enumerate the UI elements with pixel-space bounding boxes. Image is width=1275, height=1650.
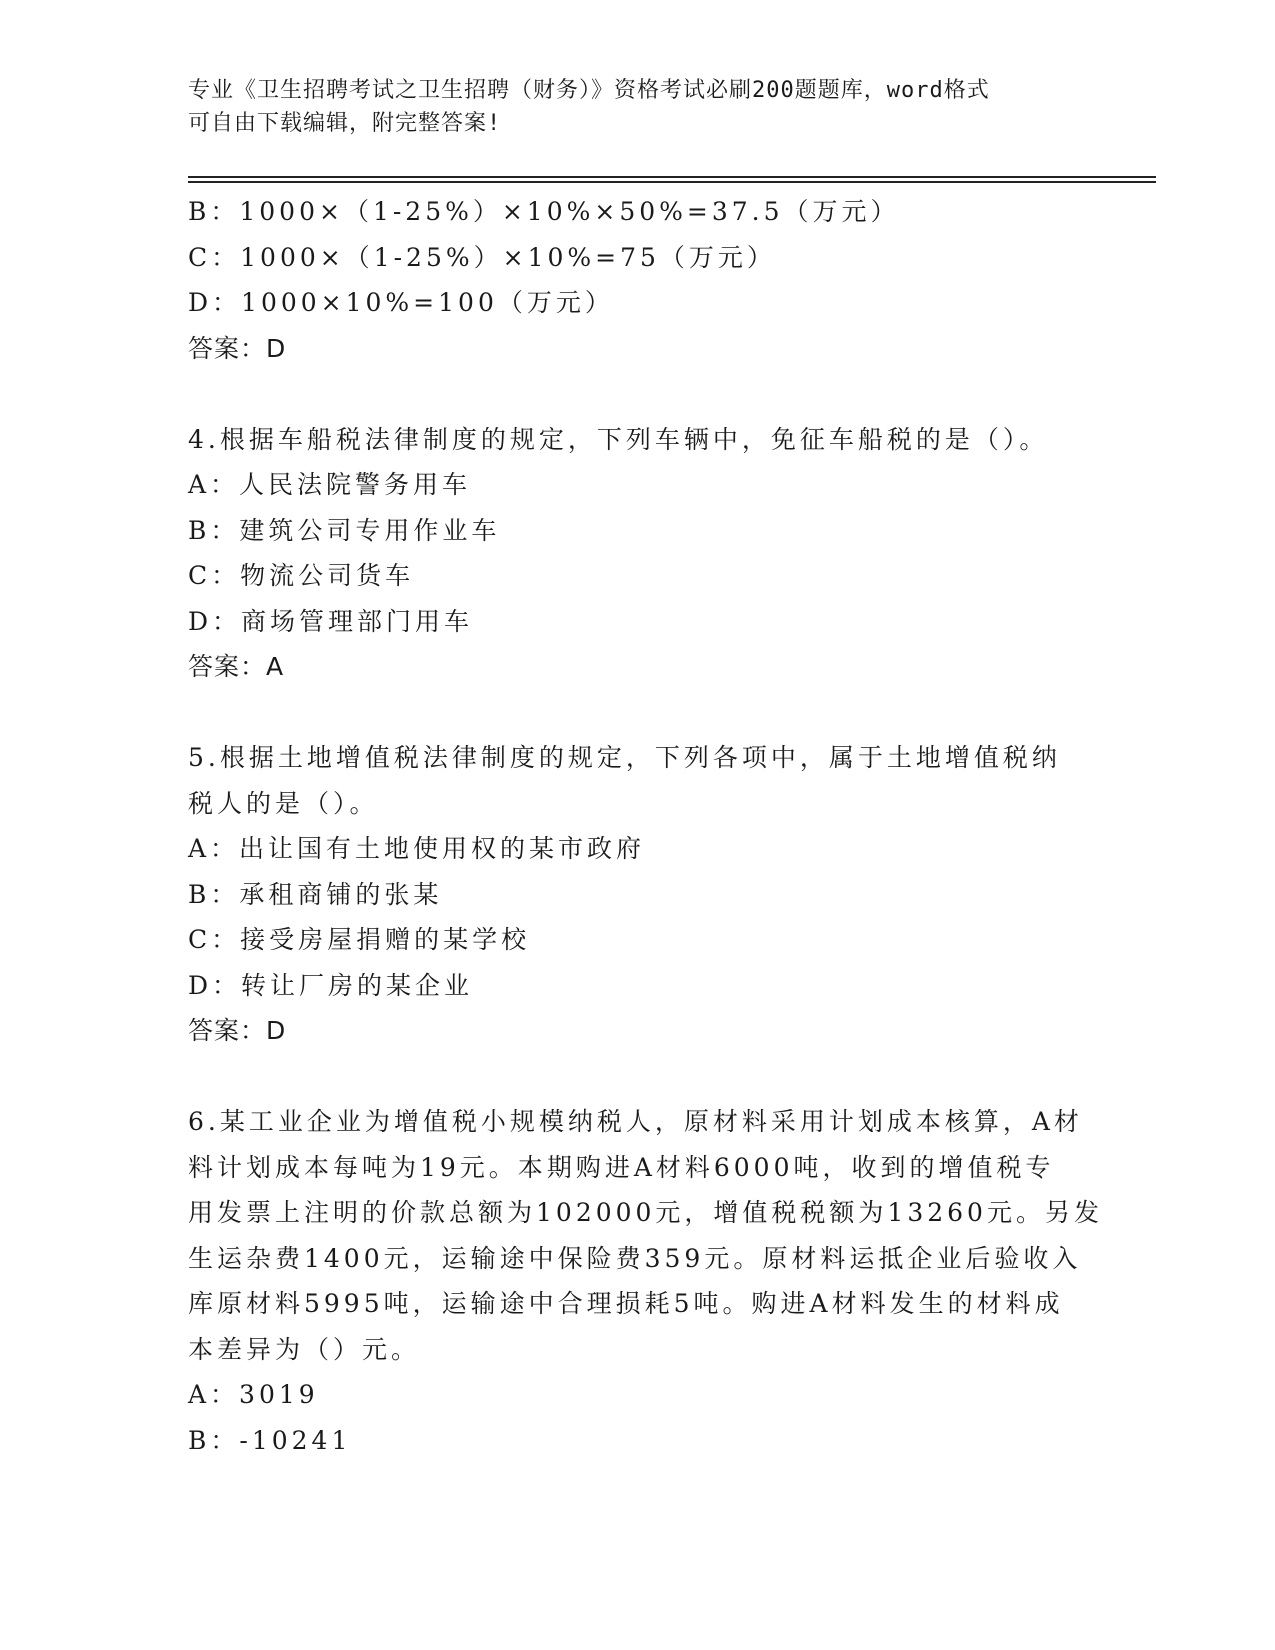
q6-stem-line-6: 本差异为（）元。	[188, 1334, 421, 1364]
spacer	[188, 1054, 1088, 1100]
header-title-line-1: 专业《卫生招聘考试之卫生招聘（财务）》资格考试必刷200题题库，word格式	[188, 78, 990, 103]
q6-stem-line-4: 生运杂费1400元，运输途中保险费359元。原材料运抵企业后验收入	[188, 1243, 1082, 1273]
q4-stem: 4.根据车船税法律制度的规定，下列车辆中，免征车船税的是（）。	[188, 424, 1049, 454]
spacer	[188, 371, 1088, 417]
q4-option-b: B：建筑公司专用作业车	[188, 515, 501, 545]
q4-option-a: A：人民法院警务用车	[188, 470, 472, 499]
q6-stem-line-5: 库原材料5995吨，运输途中合理损耗5吨。购进A材料发生的材料成	[188, 1289, 1064, 1318]
q5-stem-line-1: 5.根据土地增值税法律制度的规定，下列各项中，属于土地增值税纳	[188, 743, 1061, 772]
q6-stem-line-2: 料计划成本每吨为19元。本期购进A材料6000吨，收到的增值税专	[188, 1152, 1055, 1182]
q3-answer: 答案：D	[188, 333, 287, 363]
question-content	[188, 189, 1103, 1463]
q3-option-b: B：1000×（1-25%）×10%×50%=37.5（万元）	[188, 197, 900, 226]
question-4-block	[188, 417, 1088, 690]
q4-answer: 答案：A	[188, 652, 285, 681]
header-divider-top	[188, 176, 1156, 178]
q6-option-a: A：3019	[188, 1380, 319, 1409]
q3-option-d: D：1000×10%=100（万元）	[188, 288, 614, 317]
question-5-block	[188, 735, 1088, 1054]
q5-option-b: B：承租商铺的张某	[188, 879, 443, 909]
q5-option-a: A：出让国有土地使用权的某市政府	[188, 834, 646, 863]
question-6-block	[188, 1099, 1103, 1463]
q6-stem-line-3: 用发票上注明的价款总额为102000元，增值税税额为13260元。另发	[188, 1198, 1103, 1227]
q5-option-d: D：转让厂房的某企业	[188, 970, 474, 1000]
q5-option-c: C：接受房屋捐赠的某学校	[188, 925, 531, 954]
header-divider-bottom	[188, 181, 1156, 183]
q3-option-c: C：1000×（1-25%）×10%=75（万元）	[188, 242, 776, 272]
header-title-line-2: 可自由下载编辑，附完整答案!	[188, 111, 502, 136]
q6-stem-line-1: 6.某工业企业为增值税小规模纳税人，原材料采用计划成本核算，A材	[188, 1107, 1083, 1136]
q6-option-b: B：-10241	[188, 1425, 352, 1455]
question-3-block	[188, 189, 1088, 371]
q4-option-d: D：商场管理部门用车	[188, 606, 474, 636]
q5-answer: 答案：D	[188, 1016, 287, 1045]
document-header	[188, 74, 1068, 140]
spacer	[188, 690, 1088, 736]
q5-stem-line-2: 税人的是（）。	[188, 788, 379, 818]
q4-option-c: C：物流公司货车	[188, 561, 415, 590]
